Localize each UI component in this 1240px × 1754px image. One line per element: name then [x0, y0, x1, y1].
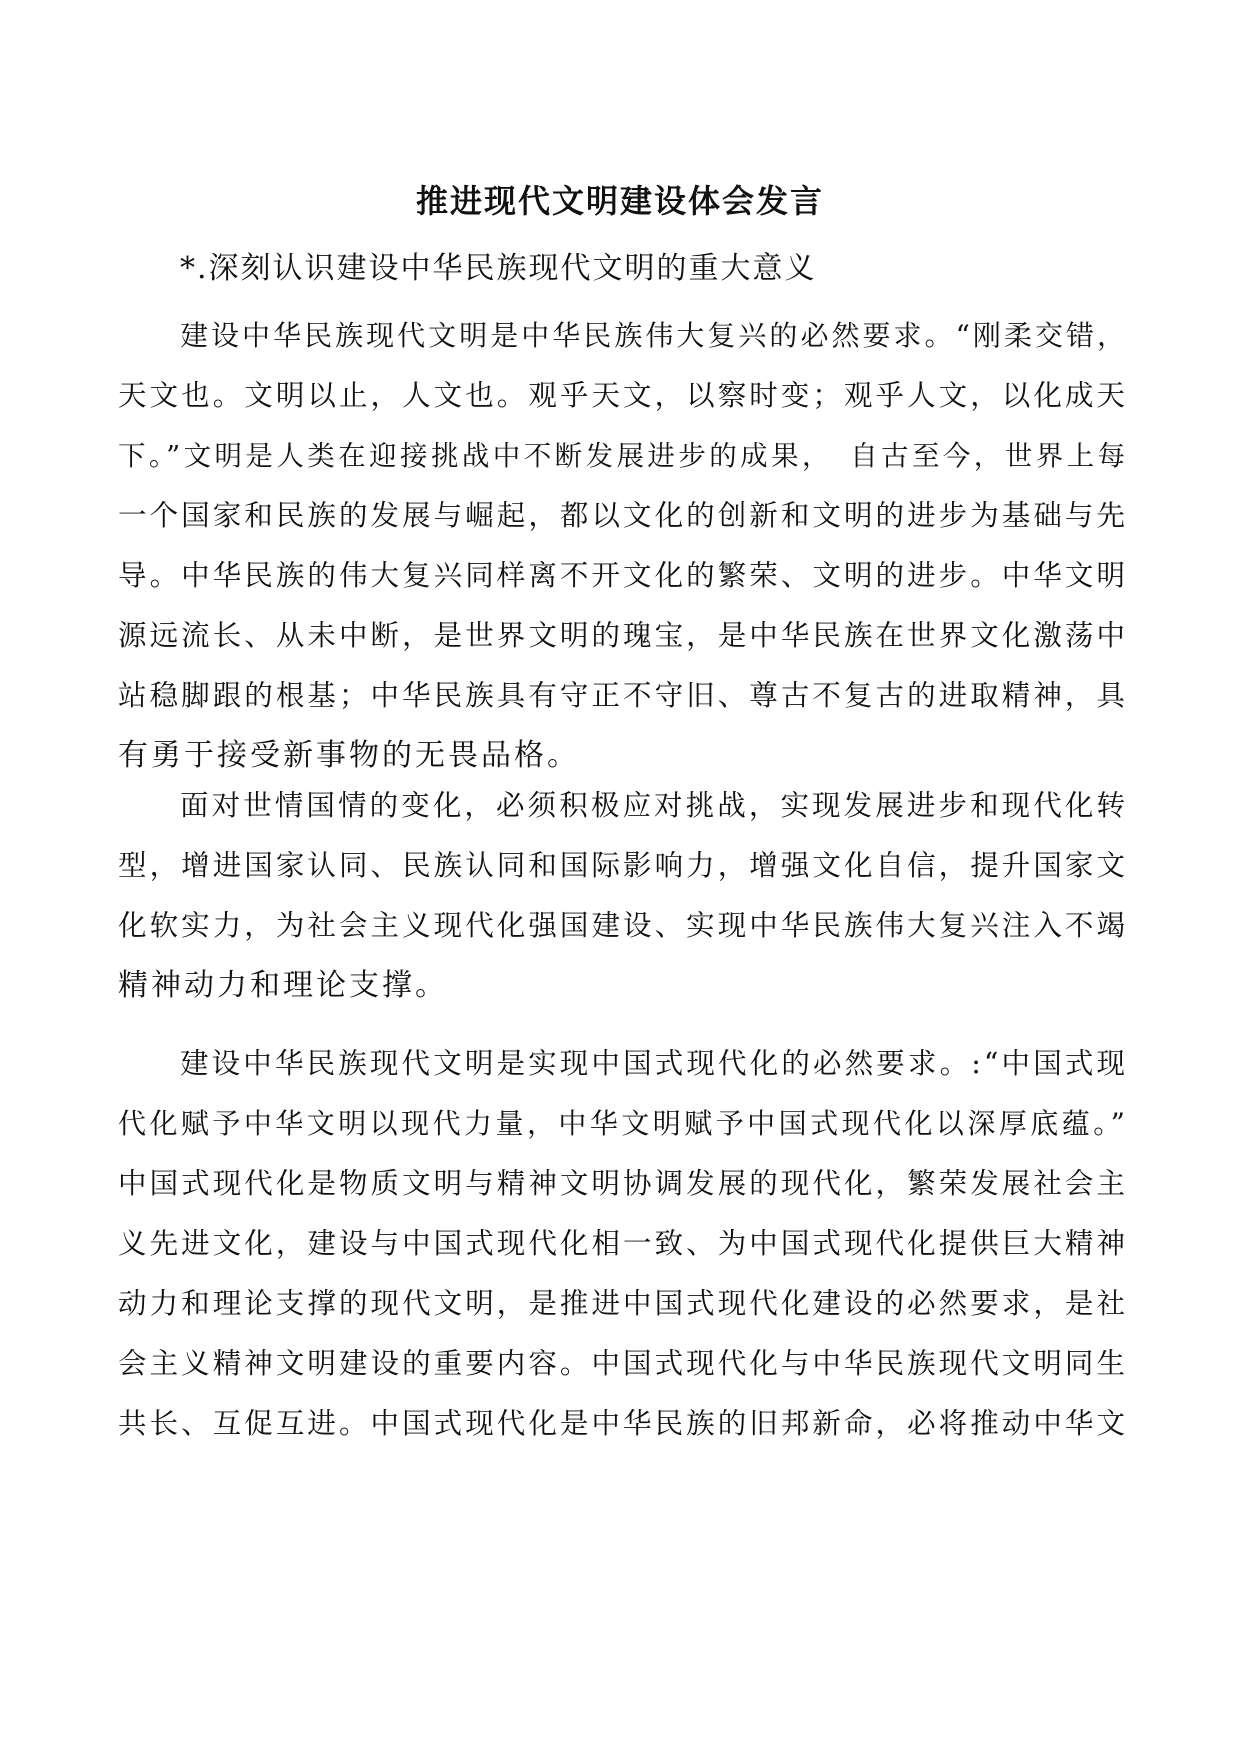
paragraph-3 — [118, 1034, 1128, 1454]
paragraph-line: 会主义精神文明建设的重要内容。中国式现代化与中华民族现代文明同生 — [118, 1347, 1128, 1380]
paragraph-line: 天文也。文明以止，人文也。观乎天文，以察时变；观乎人文，以化成天 — [118, 379, 1128, 412]
paragraph-line: 有勇于接受新事物的无畏品格。 — [118, 738, 580, 773]
paragraph-line: 源远流长、从未中断，是世界文明的瑰宝，是中华民族在世界文化激荡中 — [118, 619, 1128, 652]
paragraph-line: 动力和理论支撑的现代文明，是推进中国式现代化建设的必然要求，是社 — [118, 1287, 1128, 1320]
paragraph-line: 导。中华民族的伟大复兴同样离不开文化的繁荣、文明的进步。中华文明 — [118, 559, 1128, 592]
paragraph-line: 精神动力和理论支撑。 — [118, 968, 448, 1003]
paragraph-line: 站稳脚跟的根基；中华民族具有守正不守旧、尊古不复古的进取精神，具 — [118, 679, 1128, 712]
paragraph-line: 义先进文化，建设与中国式现代化相一致、为中国式现代化提供巨大精神 — [118, 1227, 1128, 1260]
paragraph-line: 共长、互促互进。中国式现代化是中华民族的旧邦新命，必将推动中华文 — [118, 1407, 1128, 1440]
paragraph-2 — [118, 776, 1128, 1016]
document-title: 推进现代文明建设体会发言 — [415, 182, 824, 220]
paragraph-line: 一个国家和民族的发展与崛起，都以文化的创新和文明的进步为基础与先 — [118, 499, 1128, 532]
paragraph-1 — [118, 306, 1128, 786]
paragraph-line: 面对世情国情的变化，必须积极应对挑战，实现发展进步和现代化转 — [180, 789, 1128, 822]
paragraph-line: 化软实力，为社会主义现代化强国建设、实现中华民族伟大复兴注入不竭 — [118, 909, 1128, 942]
paragraph-line: 建设中华民族现代文明是实现中国式现代化的必然要求。:“中国式现 — [180, 1047, 1128, 1080]
paragraph-line: 型，增进国家认同、民族认同和国际影响力，增强文化自信，提升国家文 — [118, 849, 1128, 882]
paragraph-line: 代化赋予中华文明以现代力量，中华文明赋予中国式现代化以深厚底蕴。” — [118, 1107, 1128, 1140]
paragraph-line: 下。”文明是人类在迎接挑战中不断发展进步的成果， 自古至今，世界上每 — [118, 440, 1128, 472]
paragraph-line: 中国式现代化是物质文明与精神文明协调发展的现代化，繁荣发展社会主 — [118, 1167, 1128, 1200]
section-heading: *.深刻认识建设中华民族现代文明的重大意义 — [180, 251, 817, 286]
paragraph-line: 建设中华民族现代文明是中华民族伟大复兴的必然要求。“刚柔交错， — [180, 319, 1128, 352]
